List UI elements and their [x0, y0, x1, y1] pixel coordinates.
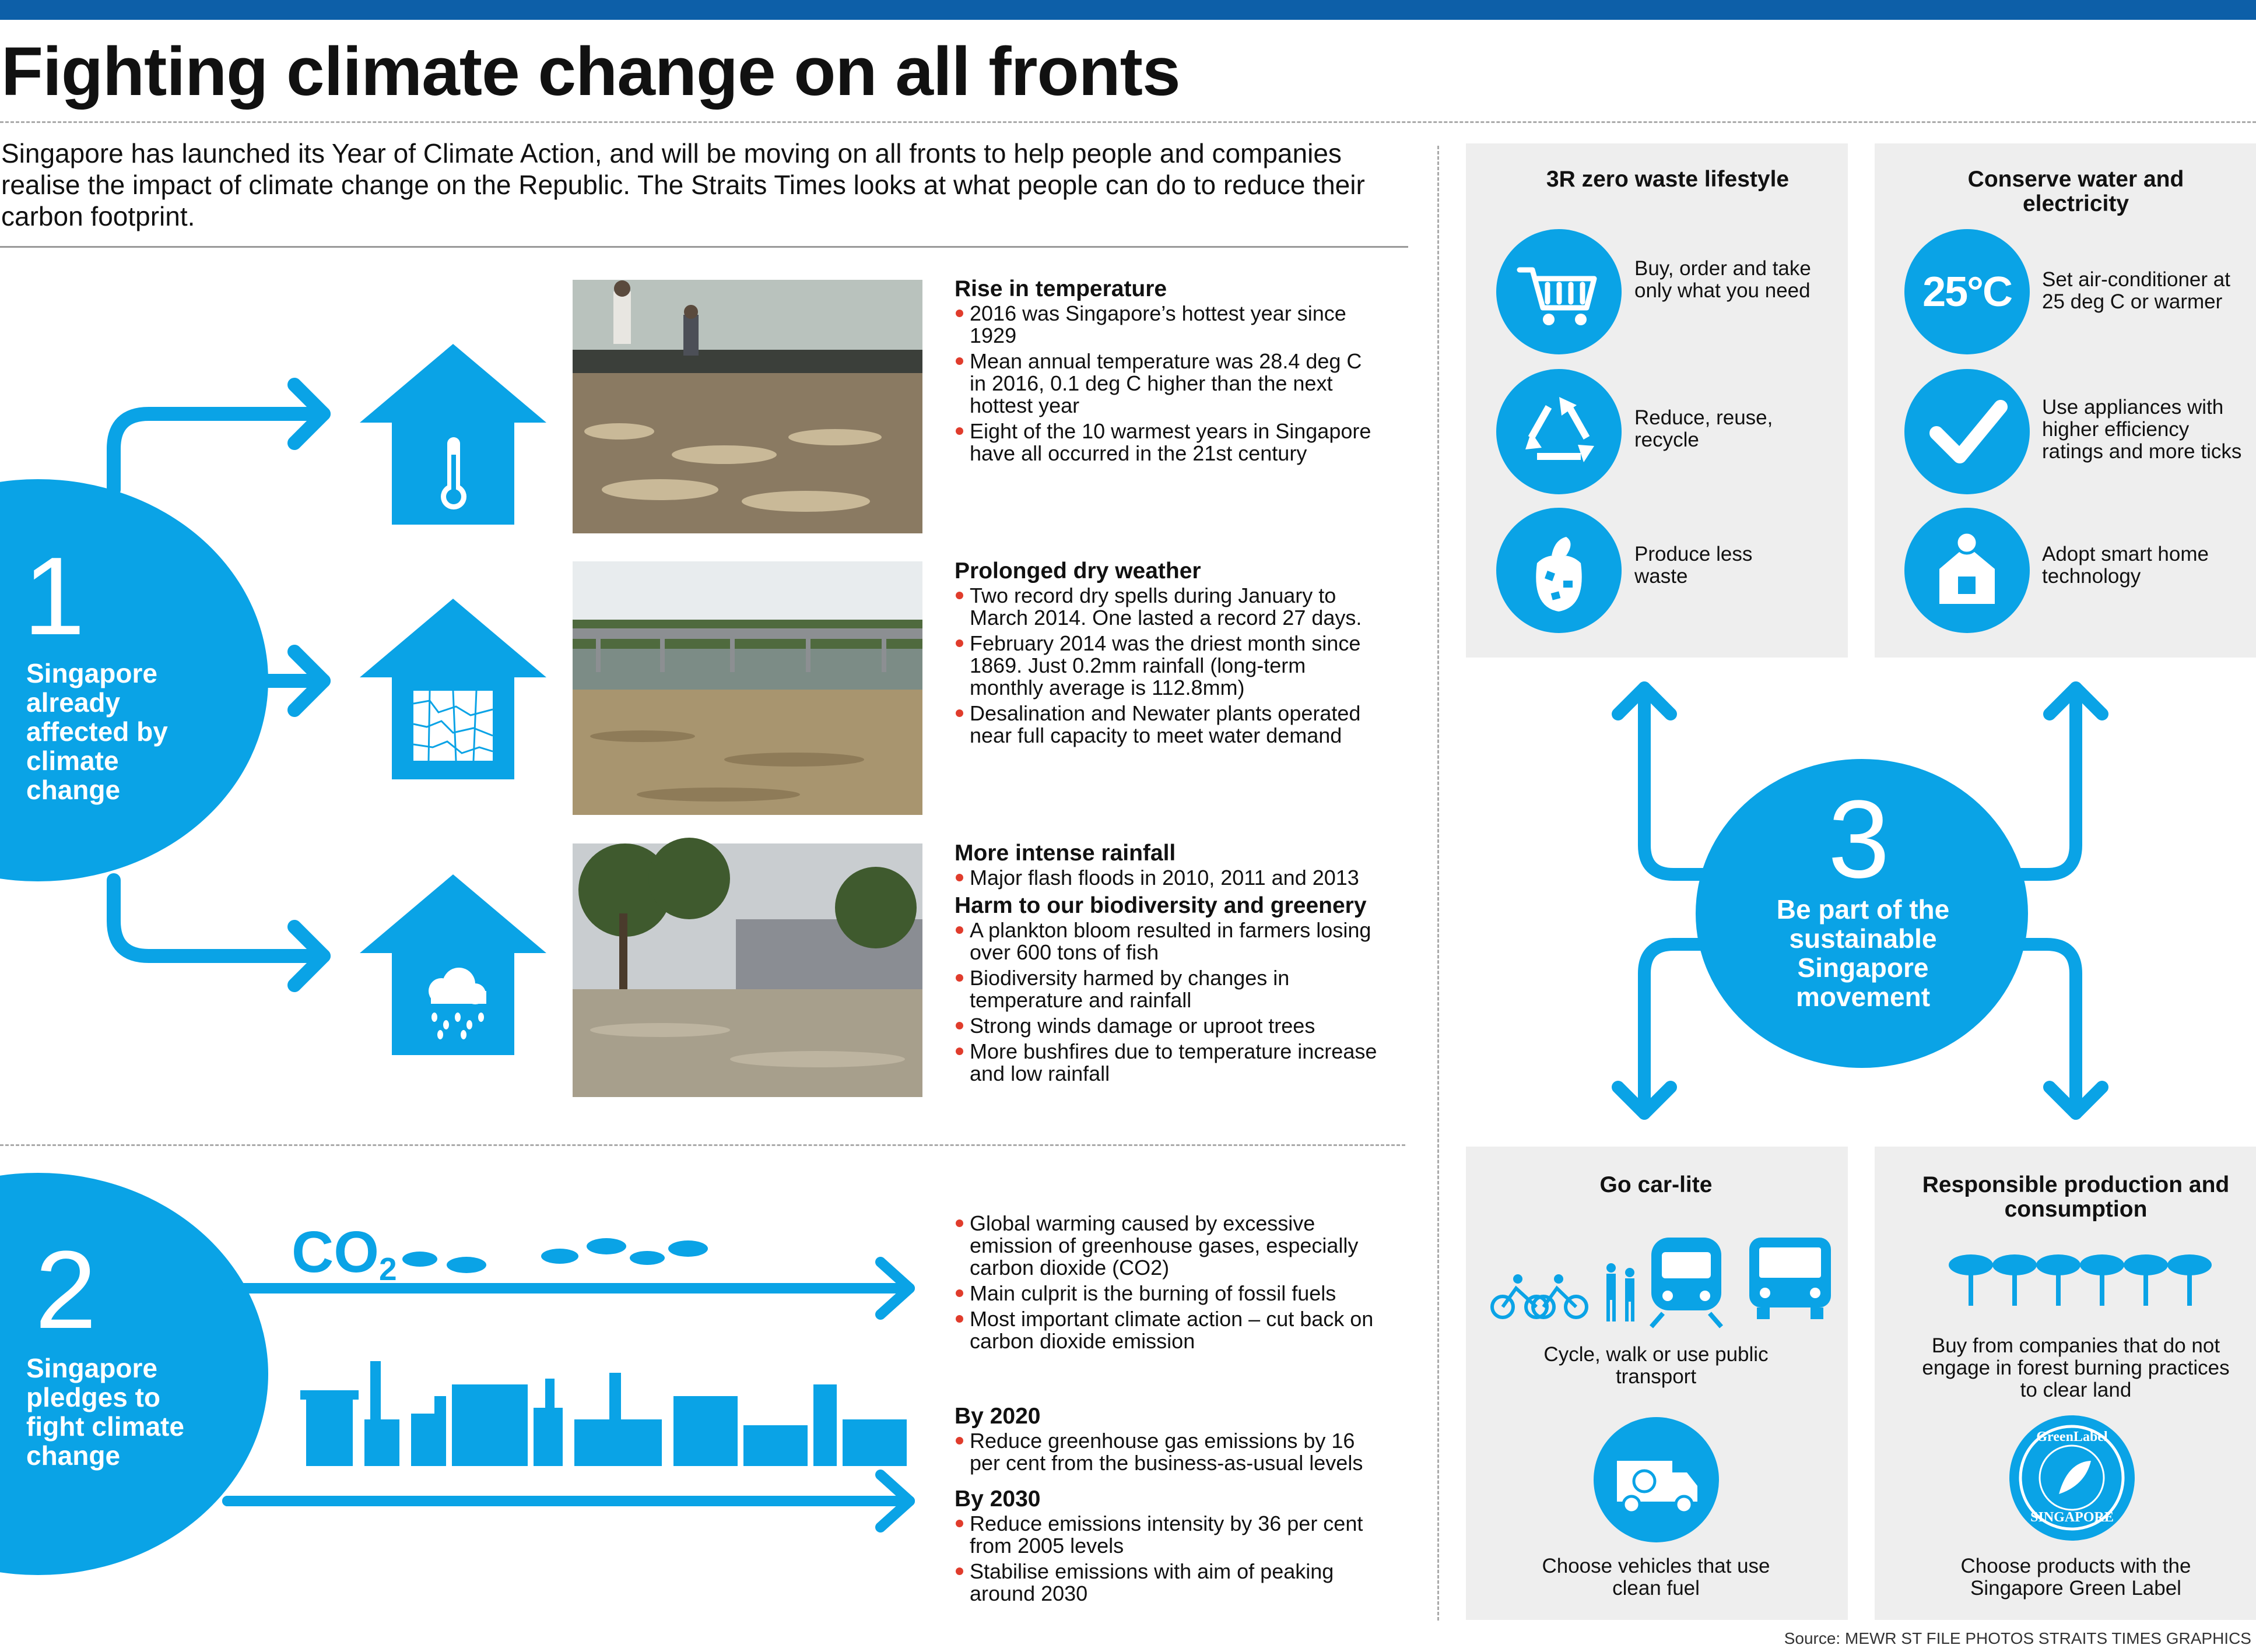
- smoke-clouds-icon: [397, 1224, 723, 1294]
- smart-home-icon: [1904, 508, 2030, 633]
- green-label-logo-top-text: GreenLabel: [2036, 1429, 2108, 1444]
- intro-divider: [0, 246, 1408, 248]
- production-item: Buy from companies that do not engage in forest burning practices to clear land: [1922, 1334, 2230, 1401]
- tick-icon: [1904, 369, 2030, 494]
- car-lite-heading: Go car-lite: [1599, 1172, 1713, 1197]
- zero-waste-heading: 3R zero waste lifestyle: [1546, 167, 1790, 192]
- forest-trees-icon: [1948, 1247, 2216, 1312]
- section2-number: 2: [35, 1228, 97, 1352]
- page-title: Fighting climate change on all fronts: [1, 33, 1180, 110]
- recycle-icon: [1496, 369, 1622, 494]
- car-lite-item: Choose vehicles that use clean fuel: [1542, 1555, 1770, 1600]
- photo-flood: [573, 843, 922, 1097]
- clean-fuel-truck-icon: [1594, 1417, 1719, 1542]
- source-credit: Source: MEWR ST FILE PHOTOS STRAITS TIMES GRAPHICS: [1784, 1629, 2251, 1647]
- waste-bag-icon: [1496, 508, 1622, 633]
- dry-weather-bullet: February 2014 was the driest month since 1869. Just 0.2mm rainfall (long-term monthly average is 112.8mm): [955, 632, 1374, 699]
- biodiversity-bullet: Strong winds damage or uproot trees: [955, 1015, 1386, 1037]
- intro-text: Singapore has launched its Year of Climate Action, and will be moving on all fronts to help people and companies realise the impact of climate change on the Republic. The Straits Times looks at what people can do to reduce their carbon footprint.: [1, 138, 1365, 231]
- drought-house-icon: [360, 599, 546, 779]
- conserve-item: Use appliances with higher efficiency ratings and more ticks: [2042, 396, 2242, 463]
- photo-dry-reservoir: [573, 561, 922, 815]
- co2-subscript: 2: [379, 1251, 397, 1287]
- dry-weather-bullet: Two record dry spells during January to March 2014. One lasted a record 27 days.: [955, 585, 1374, 629]
- cause-bullet: Global warming caused by excessive emission of greenhouse gases, especially carbon dioxide (CO2): [955, 1212, 1386, 1279]
- walkers-icon: [1601, 1262, 1641, 1326]
- biodiversity-bullet: More bushfires due to temperature increase and low rainfall: [955, 1041, 1386, 1085]
- dry-weather-bullet: Desalination and Newater plants operated near full capacity to meet water demand: [955, 702, 1374, 747]
- section1-label: Singapore already affected by climate change: [26, 658, 168, 805]
- cause-bullet: Most important climate action – cut back on carbon dioxide emission: [955, 1308, 1386, 1352]
- industrial-skyline-icon: [300, 1361, 913, 1466]
- dry-weather-heading: Prolonged dry weather: [955, 558, 1201, 584]
- pledge-2030-block: [955, 1486, 1386, 1605]
- rain-house-icon: [360, 874, 546, 1055]
- temperature-bullet: 2016 was Singapore’s hottest year since 1929: [955, 303, 1374, 347]
- rainfall-bullet: Major flash floods in 2010, 2011 and 2013: [955, 867, 1386, 889]
- section2-causes-block: [955, 1212, 1386, 1352]
- co2-text: CO: [292, 1219, 379, 1285]
- rainfall-text-block: [955, 840, 1386, 1085]
- dry-weather-text-block: [955, 558, 1374, 747]
- zero-waste-item: Produce less waste: [1634, 543, 1753, 588]
- temperature-house-icon: [360, 344, 546, 525]
- conserve-item: Set air-conditioner at 25 deg C or warmer: [2042, 268, 2230, 313]
- pledge-2030-bullet: Reduce emissions intensity by 36 per cent from 2005 levels: [955, 1513, 1386, 1557]
- green-label-logo-bottom-text: SINGAPORE: [2030, 1510, 2114, 1525]
- biodiversity-bullet: Biodiversity harmed by changes in temperature and rainfall: [955, 967, 1386, 1011]
- rainfall-heading: More intense rainfall: [955, 841, 1176, 866]
- temperature-heading: Rise in temperature: [955, 276, 1167, 301]
- bus-icon: [1746, 1235, 1834, 1322]
- pledge-2020-block: [955, 1403, 1386, 1474]
- temperature-text-block: [955, 276, 1374, 465]
- temperature-bullet: Mean annual temperature was 28.4 deg C in 2016, 0.1 deg C higher than the next hottest year: [955, 350, 1374, 417]
- column-divider: [1437, 146, 1439, 1621]
- section3-label: Be part of the sustainable Singapore movement: [1776, 894, 1950, 1012]
- title-divider: [0, 121, 2256, 123]
- cause-bullet: Main culprit is the burning of fossil fuels: [955, 1282, 1386, 1305]
- pledge-2030-bullet: Stabilise emissions with aim of peaking around 2030: [955, 1560, 1386, 1605]
- temperature-badge-text: 25°C: [1922, 269, 2012, 315]
- cyclists-icon: [1490, 1271, 1589, 1323]
- section3-number: 3: [1828, 778, 1890, 901]
- top-color-bar: [0, 0, 2256, 20]
- car-lite-item: Cycle, walk or use public transport: [1543, 1343, 1769, 1388]
- pledge-2020-heading: By 2020: [955, 1404, 1041, 1429]
- production-heading: Responsible production and consumption: [1922, 1172, 2230, 1222]
- pledge-2030-heading: By 2030: [955, 1486, 1041, 1512]
- temperature-bullet: Eight of the 10 warmest years in Singapore have all occurred in the 21st century: [955, 420, 1374, 465]
- shopping-cart-icon: [1496, 229, 1622, 354]
- zero-waste-item: Buy, order and take only what you need: [1634, 257, 1811, 302]
- section1-number: 1: [23, 535, 85, 658]
- biodiversity-heading: Harm to our biodiversity and greenery: [955, 893, 1367, 918]
- temperature-badge-icon: [1904, 229, 2030, 354]
- photo-dead-fish: [573, 280, 922, 533]
- conserve-heading: Conserve water and electricity: [1967, 167, 2184, 216]
- emission-arrow-lower: [222, 1466, 933, 1536]
- train-icon: [1645, 1235, 1727, 1328]
- pledge-2020-bullet: Reduce greenhouse gas emissions by 16 per cent from the business-as-usual levels: [955, 1430, 1386, 1474]
- production-item: Choose products with the Singapore Green Label: [1960, 1555, 2191, 1600]
- section2-label: Singapore pledges to fight climate change: [26, 1353, 184, 1471]
- conserve-item: Adopt smart home technology: [2042, 543, 2209, 588]
- zero-waste-item: Reduce, reuse, recycle: [1634, 406, 1773, 451]
- biodiversity-bullet: A plankton bloom resulted in farmers losing over 600 tons of fish: [955, 919, 1386, 964]
- section-divider: [0, 1144, 1405, 1146]
- green-label-logo-icon: [2009, 1415, 2135, 1541]
- co2-label: [292, 1219, 397, 1298]
